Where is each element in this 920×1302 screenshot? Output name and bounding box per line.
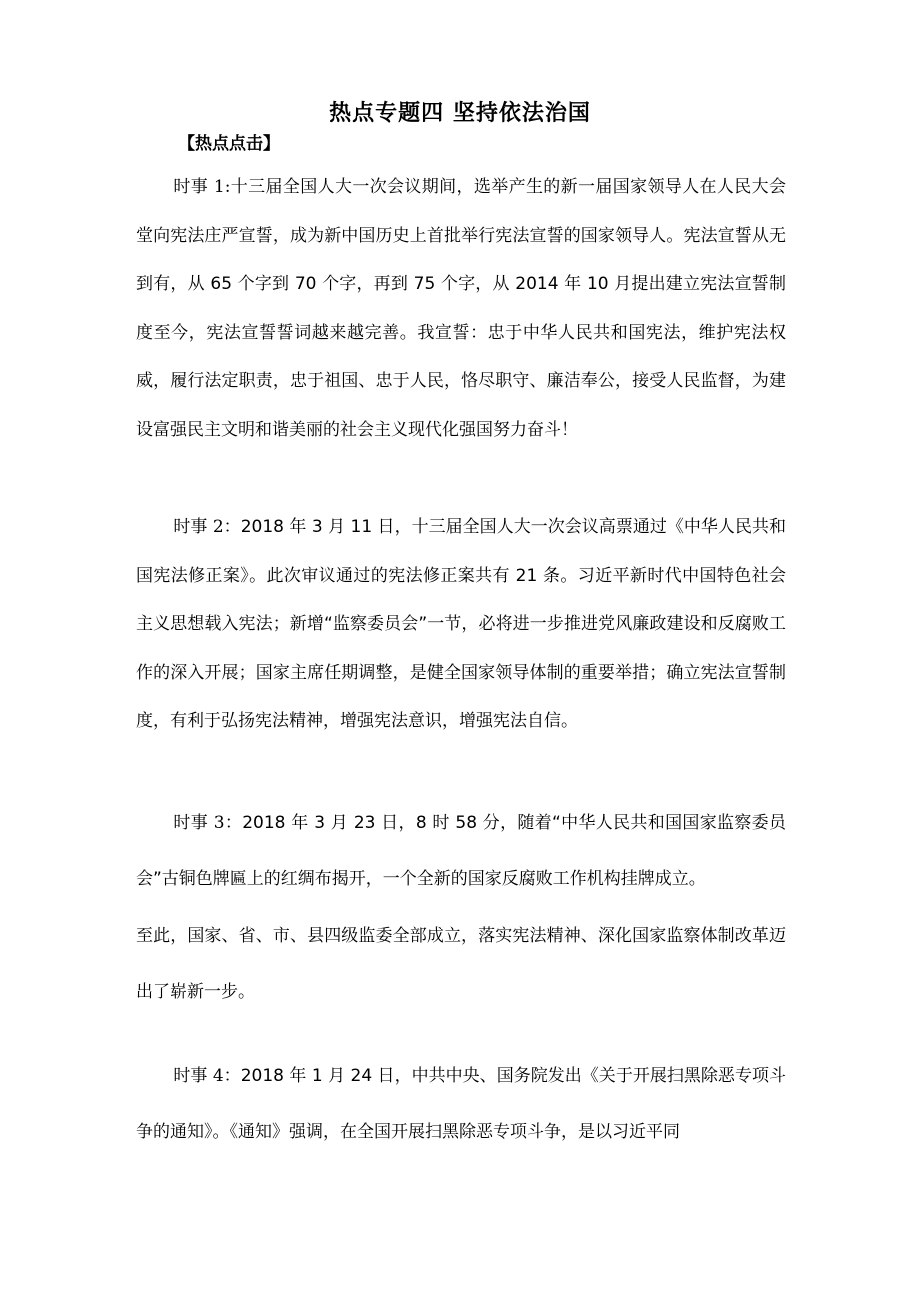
news-paragraph-4 — [136, 1048, 786, 1160]
news-paragraph-3 — [136, 795, 786, 907]
page-title: 热点专题四 坚持依法治国 — [329, 101, 591, 126]
news-text-4: 2018 年 1 月 24 日，中共中央、国务院发出《关于开展扫黑除恶专项斗争的通知》。《通知》强调，在全国开展扫黑除恶专项斗争，是以习近平同 — [136, 1066, 786, 1142]
news-text-3: 2018 年 3 月 23 日，8 时 58 分，随着“中华人民共和国国家监察委员会”古铜色牌匾上的红绸布揭开，一个全新的国家反腐败工作机构挂牌成立。 — [136, 813, 786, 889]
news-paragraph-1 — [136, 163, 786, 454]
section-label: 【热点点击】 — [178, 134, 280, 154]
news-paragraph-3-continuation: 至此，国家、省、市、县四级监委全部成立，落实宪法精神、深化国家监察体制改革迈出了崭新一步。 — [136, 926, 786, 1002]
news-paragraph-2 — [136, 503, 786, 746]
news-lead-4: 时事 4： — [173, 1066, 241, 1086]
news-text-2: 2018 年 3 月 11 日，十三届全国人大一次会议高票通过《中华人民共和国宪法修正案》。此次审议通过的宪法修正案共有 21 条。习近平新时代中国特色社会主义思想载入宪法；新增“监察委员会”一节，必将进一步推进党风廉政建设和反腐败工作的深入开展；国家主席任期调整，是健全国家领导体制的重要举措；确立宪法宣誓制度，有利于弘扬宪法精神，增强宪法意识，增强宪法自信。 — [136, 517, 786, 731]
news-lead-2: 时事 2： — [173, 517, 241, 537]
news-text-1: 十三届全国人大一次会议期间，选举产生的新一届国家领导人在人民大会堂向宪法庄严宣誓，成为新中国历史上首批举行宪法宣誓的国家领导人。宪法宣誓从无到有，从 65 个字到 70 个字，再到 75 个字，从 2014 年 10 月提出建立宪法宣誓制度至今，宪法宣誓誓词越来越完善。我宣誓：忠于中华人民共和国宪法，维护宪法权威，履行法定职责，忠于祖国、忠于人民，恪尽职守、廉洁奉公，接受人民监督，为建设富强民主文明和谐美丽的社会主义现代化强国努力奋斗！ — [136, 177, 787, 440]
news-lead-1: 时事 1: — [173, 177, 231, 197]
news-lead-3: 时事 3： — [173, 813, 243, 833]
